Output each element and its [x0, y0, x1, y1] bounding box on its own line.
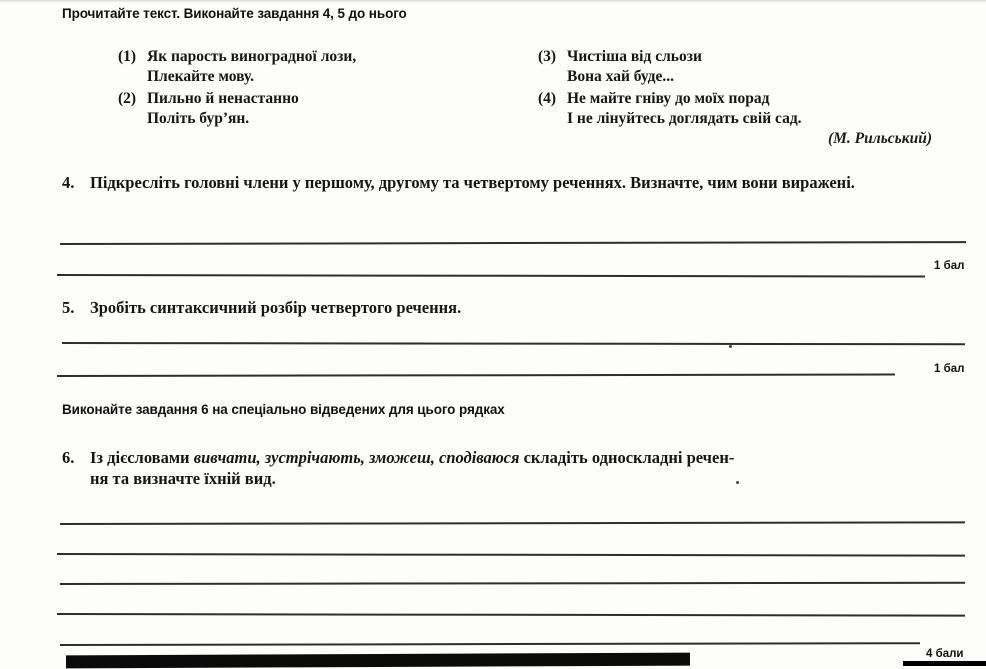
total-score-label: 4 бали	[926, 648, 964, 660]
task-5-number: 5.	[62, 298, 75, 317]
section-6-header: Виконайте завдання 6 на спеціально відведених для цього рядках	[62, 402, 505, 417]
poem-line: І не лінуйтесь доглядать свій сад.	[567, 110, 802, 127]
bottom-black-bar	[66, 653, 690, 669]
poem-line: Як парость виноградної лози,	[147, 48, 357, 65]
poem-line-number: (2)	[118, 90, 137, 107]
poem-right-column	[538, 47, 802, 131]
poem-line: Вона хай буде...	[567, 68, 675, 85]
answer-line	[57, 613, 965, 616]
answer-line	[57, 374, 895, 377]
total-score-underline	[903, 661, 986, 666]
answer-line	[62, 342, 965, 345]
poem-author: (М. Рильський)	[827, 130, 932, 147]
task-5	[62, 297, 895, 318]
task-6-text-line2: ня та визначте їхній вид.	[90, 469, 276, 488]
scan-edge-artifact	[0, 0, 986, 3]
answer-line	[60, 241, 966, 244]
scan-speck	[736, 481, 739, 484]
task-6-number: 6.	[62, 448, 75, 467]
poem-left-column	[118, 47, 356, 131]
poem-line-number: (1)	[118, 48, 137, 65]
task-6-text	[90, 447, 930, 489]
scan-speck	[729, 345, 732, 348]
task-4-score-label: 1 бал	[934, 260, 965, 272]
task-6-text-post: складіть односкладні речен-	[519, 448, 735, 467]
task-6	[62, 447, 930, 489]
poem-stanza-2	[118, 89, 356, 129]
poem-line-number: (4)	[538, 90, 557, 107]
poem-line: Не майте гніву до моїх порад	[567, 90, 770, 107]
answer-line	[60, 582, 965, 585]
answer-line	[57, 274, 925, 277]
poem-stanza-3	[538, 47, 802, 87]
poem-line: Пильно й ненастанно	[147, 90, 299, 107]
poem-line-number: (3)	[538, 48, 557, 65]
task-4-number: 4.	[62, 173, 75, 192]
answer-line	[57, 553, 965, 556]
task-5-text: Зробіть синтаксичний розбір четвертого речення.	[90, 298, 462, 317]
poem-line: Плекайте мову.	[147, 68, 255, 85]
answer-line	[60, 521, 965, 524]
poem-stanza-4	[538, 89, 802, 129]
task-6-verbs-italic: вивчати, зустрічають, зможеш, сподіваюся	[193, 448, 520, 467]
task-4-text: Підкресліть головні члени у першому, другому та четвертому реченнях. Визначте, чим вони виражені.	[90, 173, 855, 192]
task-6-text-pre: Із дієсловами	[90, 448, 194, 467]
poem-line: Чистіша від сльози	[567, 48, 702, 65]
answer-line	[60, 642, 920, 645]
poem-stanza-1	[118, 47, 356, 87]
task-5-score-label: 1 бал	[934, 363, 965, 375]
poem-line: Політь бур’ян.	[147, 110, 250, 127]
instructions-header: Прочитайте текст. Виконайте завдання 4, 5 до нього	[62, 6, 407, 21]
task-4	[62, 172, 895, 193]
